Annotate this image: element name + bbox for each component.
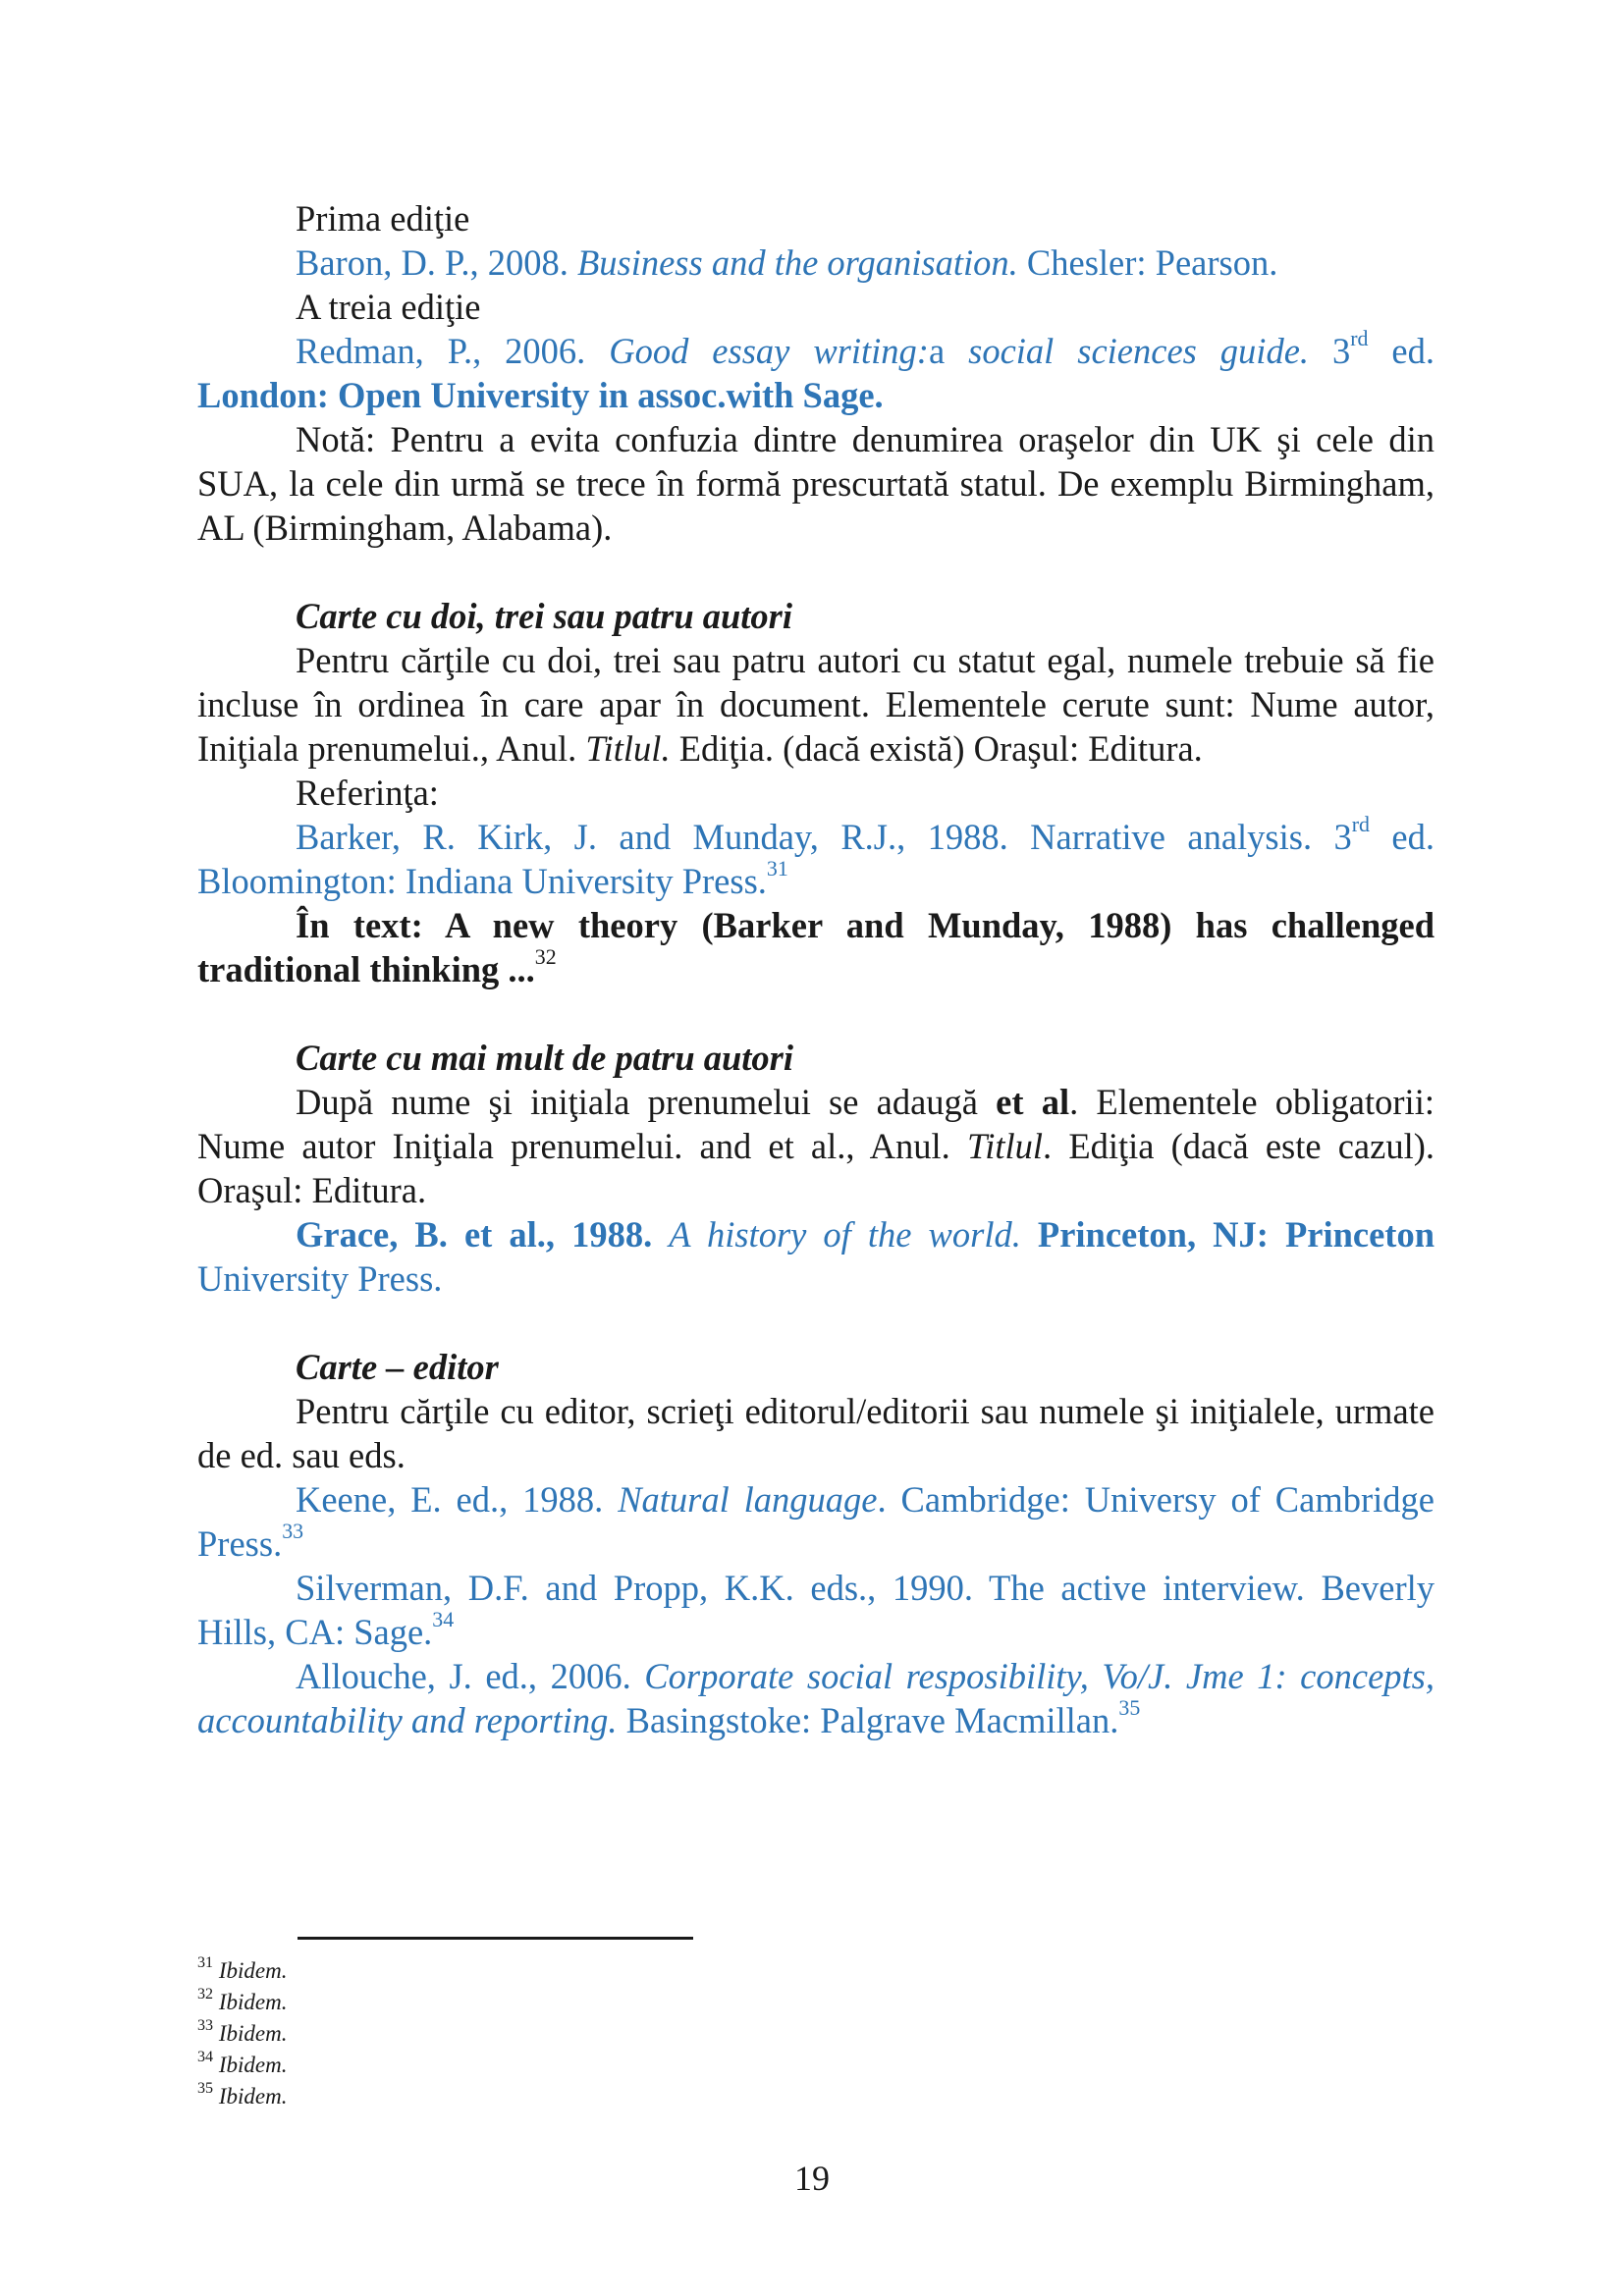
- heading-book-editor: Carte – editor: [296, 1347, 499, 1387]
- footnotes: [197, 1955, 287, 2112]
- footnote-ref-35: 35: [1118, 1695, 1141, 1721]
- footnote-item: $^{34}$ Ibidem.: [197, 2048, 288, 2077]
- page-number: 19: [794, 2159, 830, 2198]
- edition-label-third: A treia ediţie: [296, 287, 481, 327]
- reference-redman: Redman, P., 2006. Good essay writing:a social sciences guide. 3rd ed.: [296, 326, 1435, 371]
- footnote-ref-34: 34: [432, 1607, 455, 1632]
- footnote-item: $^{32}$ Ibidem.: [197, 1985, 288, 2014]
- footnote-ref-31: 31: [766, 856, 788, 881]
- in-text-example: În text: A new theory (Barker and Munday, 1988) has challenged traditional thinking ...$^{32}$: [197, 905, 1435, 989]
- note-paragraph: Notă: Pentru a evita confuzia dintre denumirea oraşelor din UK şi cele din SUA, la cele din urmă se trece în formă prescurtată statul. De exemplu Birmingham, AL (Birmingham, Alabama).: [197, 419, 1435, 548]
- reference-barker: Barker, R. Kirk, J. and Munday, R.J., 1988. Narrative analysis. 3rd ed. Bloomington: Indiana University Press.$^{31}$: [197, 812, 1435, 901]
- footnote-separator: [298, 1937, 693, 1940]
- footnote-item: $^{33}$ Ibidem.: [197, 2016, 288, 2046]
- footnote-item: $^{35}$ Ibidem.: [197, 2079, 288, 2109]
- footnote-item: $^{31}$ Ibidem.: [197, 1953, 288, 1983]
- footnote-ref-33: 33: [282, 1519, 304, 1544]
- paragraph-more-than-four-authors: După nume şi iniţiala prenumelui se adaugă et al. Elementele obligatorii: Nume autor Iniţiala prenumelui. and et al., Anul. Titlul. Ediţia (dacă este cazul). Oraşul: Editura.: [197, 1082, 1435, 1210]
- footnote-ref-32: 32: [534, 944, 557, 970]
- heading-two-to-four-authors: Carte cu doi, trei sau patru autori: [296, 596, 793, 636]
- reference-silverman: Silverman, D.F. and Propp, K.K. eds., 1990. The active interview. Beverly Hills, CA: Sage.$^{34}$: [197, 1568, 1435, 1652]
- paragraph-two-to-four-authors: Pentru cărţile cu doi, trei sau patru autori cu statut egal, numele trebuie să fie incluse în ordinea în care apar în document. Elementele cerute sunt: Nume autor, Iniţiala prenumelui., Anul. Titlul. Ediţia. (dacă există) Oraşul: Editura.: [197, 640, 1435, 769]
- reference-grace: Grace, B. et al., 1988. A history of the world. Princeton, NJ: Princeton University Press.: [197, 1214, 1435, 1299]
- document-page: [197, 196, 1435, 1742]
- paragraph-book-editor: Pentru cărţile cu editor, scrieţi editorul/editorii sau numele şi iniţialele, urmate de ed. sau eds.: [197, 1391, 1435, 1475]
- reference-keene: Keene, E. ed., 1988. Natural language. Cambridge: Universy of Cambridge Press.$^{33}$: [197, 1479, 1435, 1564]
- reference-baron: Baron, D. P., 2008. Business and the organisation. Chesler: Pearson.: [296, 242, 1278, 283]
- reference-redman-line2: London: Open University in assoc.with Sage.: [197, 375, 884, 415]
- reference-label: Referinţa:: [296, 773, 439, 813]
- heading-more-than-four-authors: Carte cu mai mult de patru autori: [296, 1038, 794, 1078]
- reference-allouche: Allouche, J. ed., 2006. Corporate social resposibility, Vo/J. Jme 1: concepts, accountability and reporting. Basingstoke: Palgrave Macmillan.$^{35}$: [197, 1656, 1435, 1740]
- edition-label-first: Prima ediţie: [296, 198, 470, 239]
